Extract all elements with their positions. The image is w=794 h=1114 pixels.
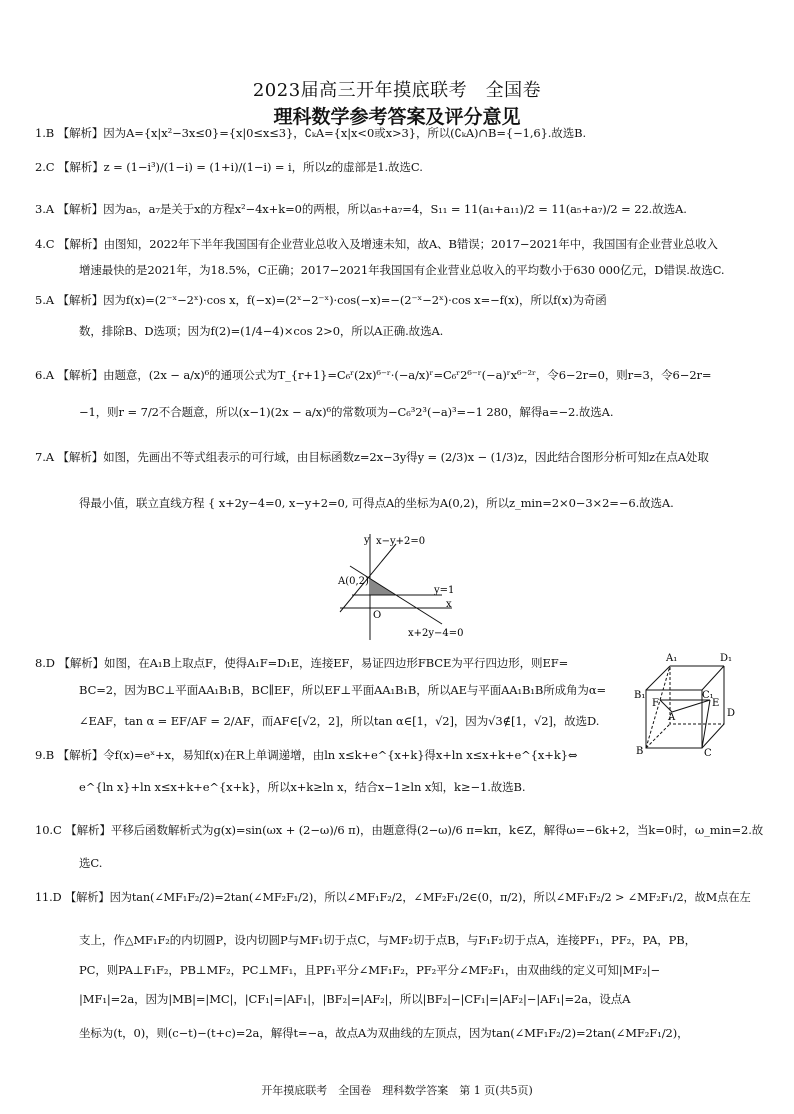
- label-c: C: [704, 748, 712, 758]
- feasible-region-figure: [330, 532, 465, 644]
- answer-line-10b: 选C.: [79, 856, 103, 870]
- answer-line-11a: 11.D 【解析】因为tan(∠MF₁F₂/2)=2tan(∠MF₂F₁/2)，所以∠MF₁F₂/2，∠MF₂F₁/2∈(0，π/2)，所以∠MF₁F₂/2 > ∠MF₂F₁/2，故M点在左: [35, 891, 751, 904]
- label-a1: A₁: [666, 653, 678, 664]
- label-f: F: [652, 698, 659, 709]
- label-b: B: [636, 746, 644, 757]
- answer-line-7a: 7.A 【解析】如图，先画出不等式组表示的可行域，由目标函数z=2x−3y得y = (2/3)x − (1/3)z，因此结合图形分析可知z在点A处取: [35, 450, 709, 464]
- answer-line-1: 1.B 【解析】因为A={x|x²−3x≤0}={x|0≤x≤3}，∁ₖA={x|x<0或x>3}，所以(∁ₖA)∩B={−1,6}.故选B.: [35, 126, 587, 140]
- y-axis-label: y: [364, 535, 370, 546]
- answer-line-8c: ∠EAF，tan α = EF/AF = 2/AF，而AF∈[√2，2]，所以tan α∈[1，√2]，因为√3∉[1，√2]，故选D.: [79, 714, 600, 728]
- label-b1: B₁: [634, 690, 646, 701]
- answer-line-5b: 数，排除B、D选项；因为f(2)=(1/4−4)×cos 2>0，所以A正确.故选A.: [79, 324, 444, 338]
- x-axis-label: x: [446, 599, 452, 610]
- answer-line-3: 3.A 【解析】因为a₅，a₇是关于x的方程x²−4x+k=0的两根，所以a₅+a₇=4，S₁₁ = 11(a₁+a₁₁)/2 = 11(a₅+a₇)/2 = 22.故选A.: [35, 202, 687, 216]
- answer-line-11d: |MF₁|=2a，因为|MB|=|MC|，|CF₁|=|AF₁|，|BF₂|=|AF₂|，所以|BF₂|−|CF₁|=|AF₂|−|AF₁|=2a，设点A: [79, 992, 631, 1006]
- label-d1: D₁: [720, 653, 733, 664]
- cube-edge-d1: [702, 666, 724, 690]
- label-d: D: [727, 708, 736, 719]
- answer-line-9b: e^{ln x}+ln x≤x+k+e^{x+k}，所以x+k≥ln x，结合x−1≥ln x知，k≥−1.故选B.: [79, 780, 526, 794]
- label-e: E: [712, 698, 720, 709]
- point-a-label: A(0,2): [338, 576, 369, 587]
- segment-fa: [660, 700, 672, 712]
- label-a: A: [668, 712, 676, 723]
- answer-line-11c: PC，则PA⊥F₁F₂，PB⊥MF₂，PC⊥MF₁，且PF₁平分∠MF₁F₂，PF₂平分∠MF₂F₁，由双曲线的定义可知|MF₂|−: [79, 963, 661, 977]
- answer-line-6b: −1，则r = 7/2不合题意，所以(x−1)(2x − a/x)⁶的常数项为−C₆³2³(−a)³=−1 280，解得a=−2.故选A.: [79, 405, 614, 419]
- answer-line-11b: 支上，作△MF₁F₂的内切圆P，设内切圆P与MF₁切于点C，与MF₂切于点B，与F₁F₂切于点A，连接PF₁，PF₂，PA，PB，: [79, 933, 697, 947]
- answer-line-8a: 8.D 【解析】如图，在A₁B上取点F，使得A₁F=D₁E，连接EF，易证四边形FBCE为平行四边形，则EF=: [35, 656, 569, 670]
- page-subtitle: 理科数学参考答案及评分意见: [273, 106, 521, 128]
- answer-line-10a: 10.C 【解析】平移后函数解析式为g(x)=sin(ωx + (2−ω)/6 π)，由题意得(2−ω)/6 π=kπ，k∈Z，解得ω=−6k+2，当k=0时，ω_min=2.故: [35, 823, 764, 837]
- line1-label: x−y+2=0: [376, 536, 426, 547]
- line2-label: x+2y−4=0: [408, 628, 464, 639]
- answer-line-6a: 6.A 【解析】由题意，(2x − a/x)⁶的通项公式为T_{r+1}=C₆ʳ(2x)⁶⁻ʳ·(−a/x)ʳ=C₆ʳ2⁶⁻ʳ(−a)ʳx⁶⁻²ʳ，令6−2r=0，则r=3，令6−2r=: [35, 368, 712, 382]
- origin-label: O: [373, 610, 382, 621]
- answer-line-4b: 增速最快的是2021年，为18.5%，C正确；2017−2021年我国国有企业营业总收入的平均数小于630 000亿元，D错误.故选C.: [79, 263, 725, 277]
- label-c1: C₁: [702, 690, 714, 701]
- answer-line-4a: 4.C 【解析】由图知，2022年下半年我国国有企业营业总收入及增速未知，故A、B错误；2017−2021年中，我国国有企业营业总收入: [35, 237, 718, 251]
- answer-line-11e: 坐标为(t，0)，则(c−t)−(t+c)=2a，解得t=−a，故点A为双曲线的左顶点，因为tan(∠MF₁F₂/2)=2tan(∠MF₂F₁/2)，: [79, 1026, 689, 1040]
- answer-line-5a: 5.A 【解析】因为f(x)=(2⁻ˣ−2ˣ)·cos x，f(−x)=(2ˣ−2⁻ˣ)·cos(−x)=−(2⁻ˣ−2ˣ)·cos x=−f(x)，所以f(x)为奇函: [35, 293, 607, 307]
- answer-line-7b: 得最小值，联立直线方程 { x+2y−4=0, x−y+2=0, 可得点A的坐标为A(0,2)，所以z_min=2×0−3×2=−6.故选A.: [79, 496, 674, 510]
- answer-line-8b: BC=2，因为BC⊥平面AA₁B₁B，BC∥EF，所以EF⊥平面AA₁B₁B，所以AE与平面AA₁B₁B所成角为α=: [79, 683, 607, 697]
- cube-figure: [632, 648, 742, 758]
- answer-line-9a: 9.B 【解析】令f(x)=eˣ+x，易知f(x)在R上单调递增，由ln x≤k+e^{x+k}得x+ln x≤x+k+e^{x+k}⇔: [35, 748, 578, 762]
- page-footer: 开年摸底联考 全国卷 理科数学答案 第 1 页(共5页): [261, 1084, 533, 1097]
- y1-label: y=1: [434, 585, 455, 596]
- segment-ae: [672, 700, 710, 712]
- page-title: 2023届高三开年摸底联考 全国卷: [252, 80, 542, 101]
- answer-line-2: 2.C 【解析】z = (1−i³)/(1−i) = (1+i)/(1−i) = i，所以z的虚部是1.故选C.: [35, 160, 423, 174]
